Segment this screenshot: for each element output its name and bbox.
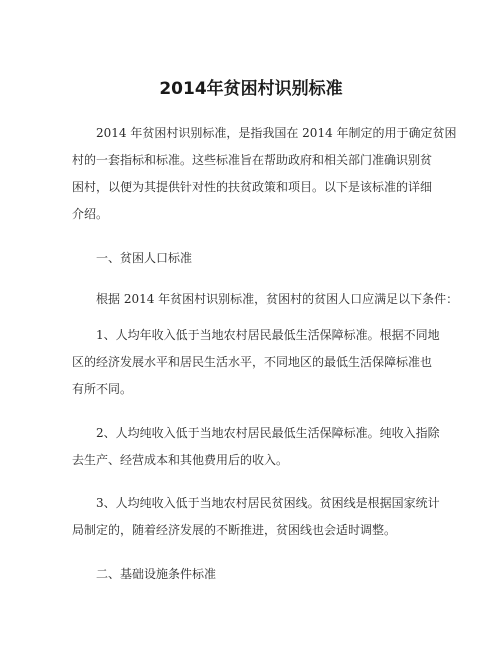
paragraph-intro-line-4: 介绍。 [72, 207, 109, 221]
criterion-2-line-1: 2、人均纯收入低于当地农村居民最低生活保障标准。纯收入指除 [96, 426, 440, 440]
section-heading-infrastructure: 二、基础设施条件标准 [96, 567, 217, 581]
paragraph-intro-line-2: 村的一套指标和标准。这些标准旨在帮助政府和相关部门准确识别贫 [72, 153, 433, 167]
criterion-1-line-3: 有所不同。 [72, 382, 133, 396]
criterion-2-line-2: 去生产、经营成本和其他费用后的收入。 [72, 453, 289, 467]
section-heading-poverty-population: 一、贫困人口标准 [96, 251, 193, 265]
criterion-1-line-2: 区的经济发展水平和居民生活水平，不同地区的最低生活保障标准也 [72, 355, 433, 369]
criterion-1-line-1: 1、人均年收入低于当地农村居民最低生活保障标准。根据不同地 [96, 328, 440, 342]
criterion-3-line-2: 局制定的，随着经济发展的不断推进，贫困线也会适时调整。 [72, 523, 397, 537]
paragraph-criteria-lead: 根据 2014 年贫困村识别标准，贫困村的贫困人口应满足以下条件： [96, 292, 459, 306]
paragraph-intro-line-1: 2014 年贫困村识别标准，是指我国在 2014 年制定的用于确定贫困 [96, 126, 457, 140]
document-title: 2014年贫困村识别标准 [159, 79, 343, 99]
criterion-3-line-1: 3、人均纯收入低于当地农村居民贫困线。贫困线是根据国家统计 [96, 496, 440, 510]
paragraph-intro-line-3: 困村，以便为其提供针对性的扶贫政策和项目。以下是该标准的详细 [72, 180, 433, 194]
